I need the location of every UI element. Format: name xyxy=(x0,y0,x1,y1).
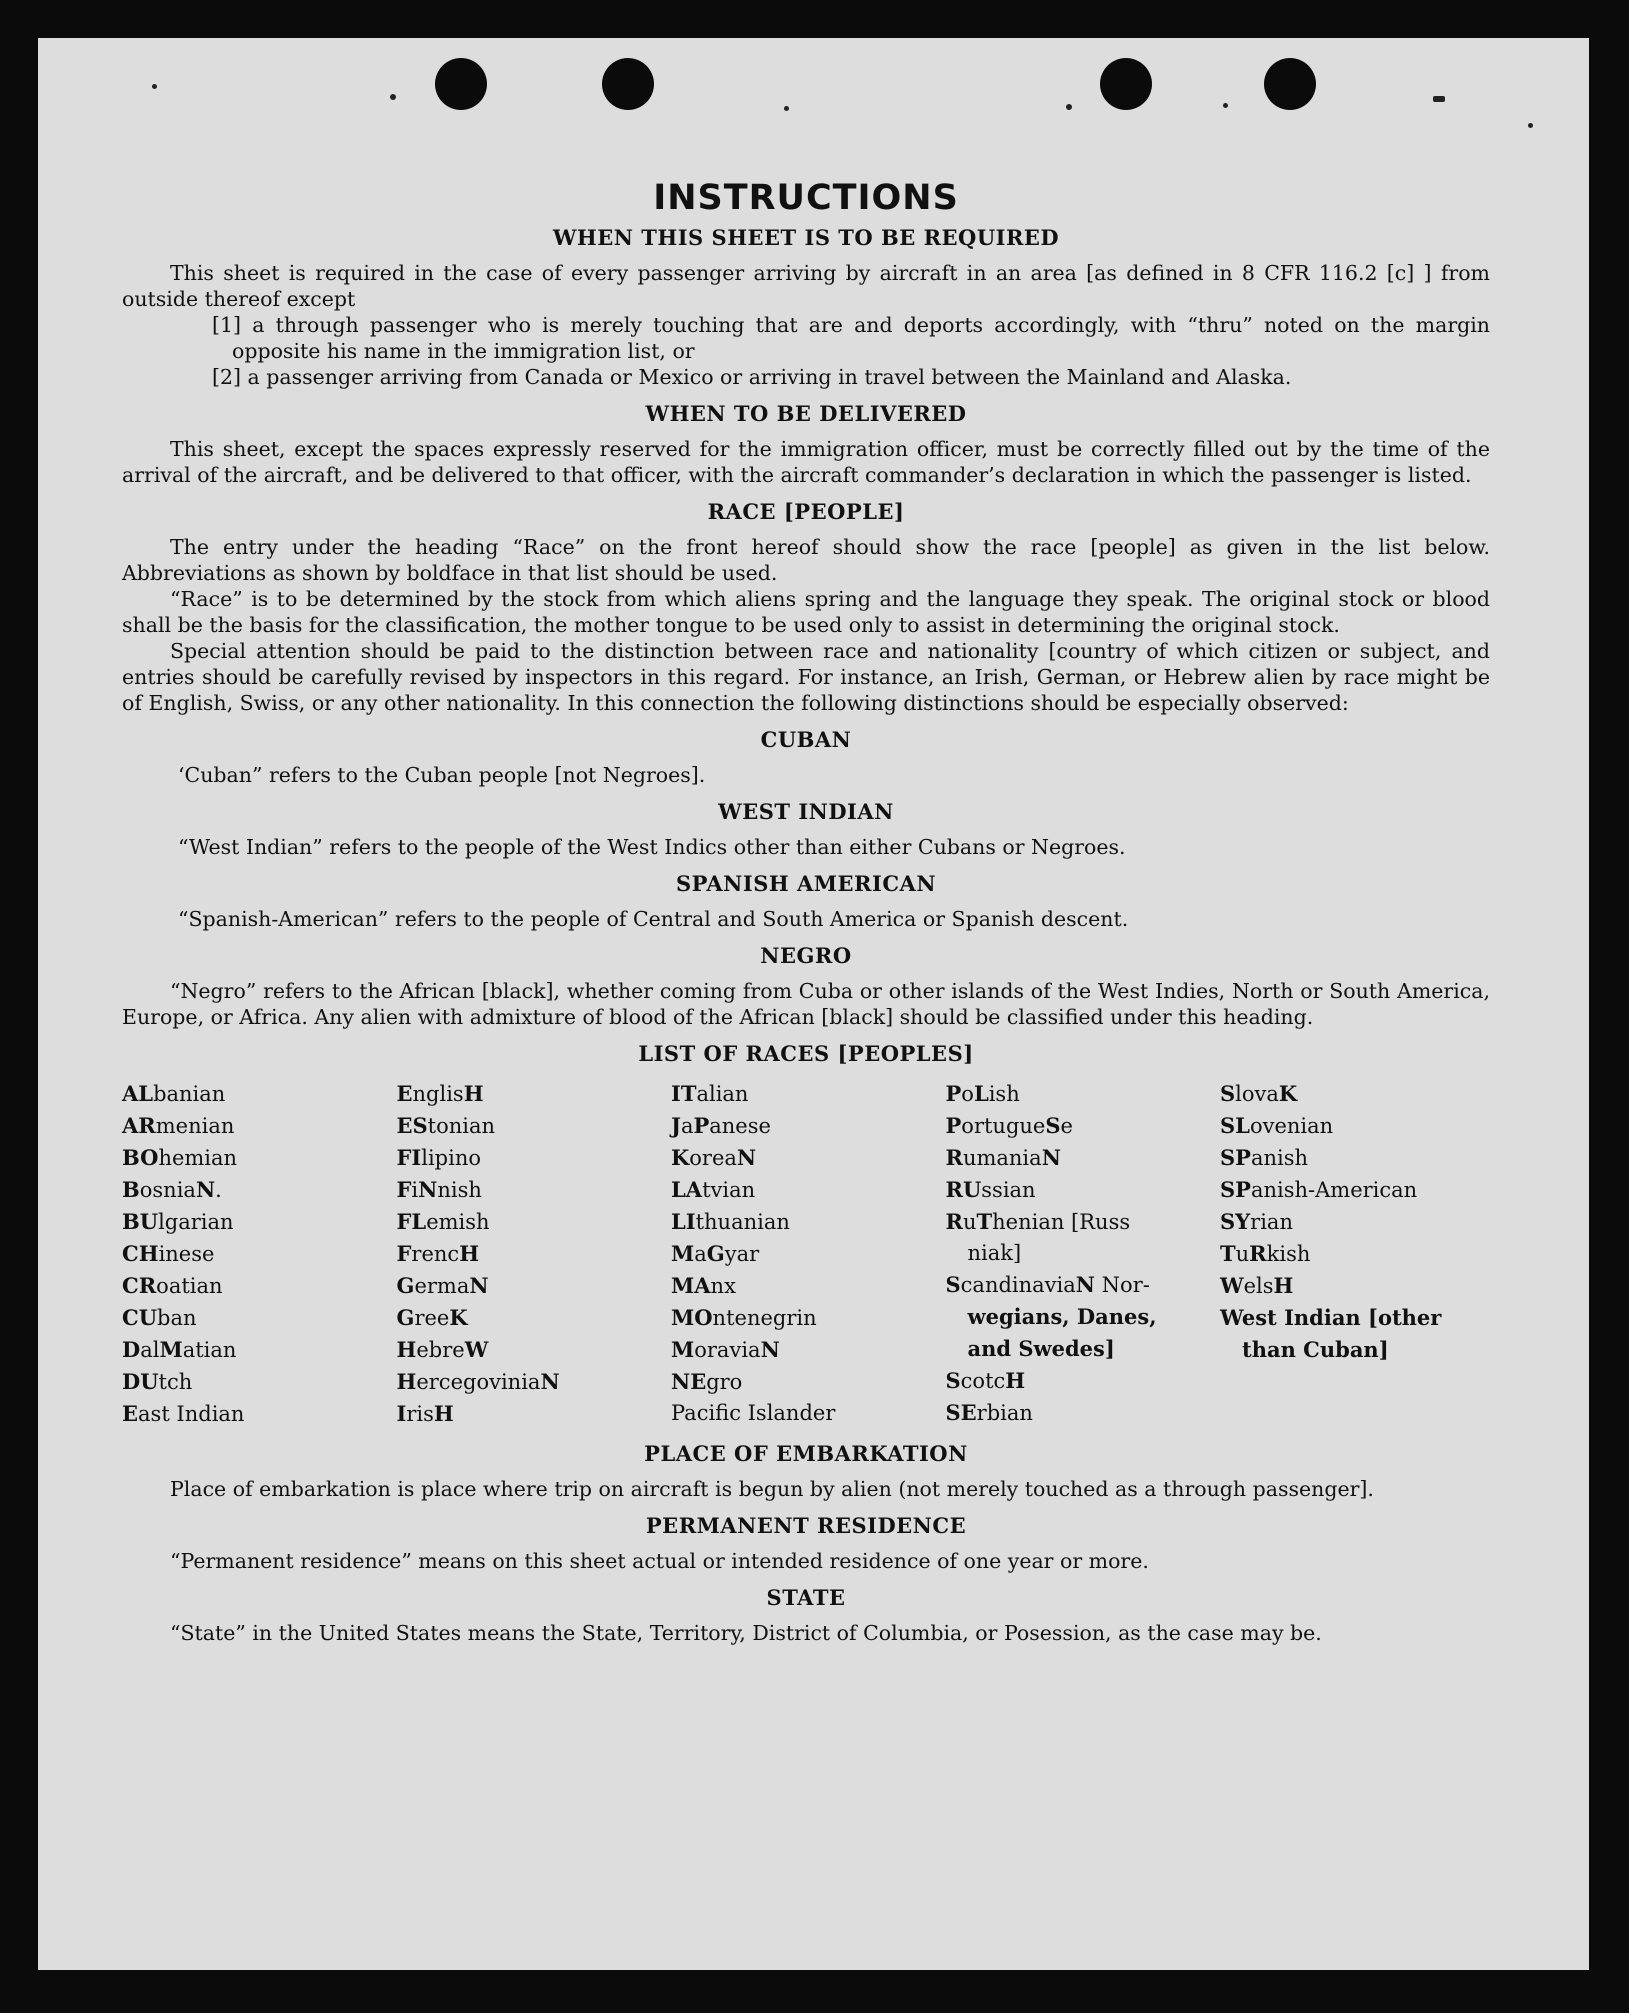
races-list xyxy=(122,1078,1490,1430)
race-entry: ITalian xyxy=(671,1081,749,1106)
race-entry: SPanish xyxy=(1220,1145,1309,1170)
race-entry: wegians, Danes, xyxy=(967,1304,1157,1329)
race-entry: PoLish xyxy=(945,1081,1020,1106)
race-entry: TuRkish xyxy=(1220,1241,1311,1266)
paragraph: “Permanent residence” means on this sheet actual or intended residence of one year or more. xyxy=(170,1549,1149,1573)
page-title: INSTRUCTIONS xyxy=(653,178,959,218)
paragraph: ‘Cuban” refers to the Cuban people [not Negroes]. xyxy=(178,763,706,787)
paragraph: “Race” is to be determined by the stock from which aliens spring and the language they speak. The original stock or blood shall be the basis for the classification, the mother tongue to be used only to assist in determining the original stock. xyxy=(122,587,1490,637)
paragraph: Place of embarkation is place where trip on aircraft is begun by alien (not merely touched as a through passenger]. xyxy=(170,1477,1374,1501)
race-entry: JaPanese xyxy=(671,1113,771,1138)
race-entry: ScotcH xyxy=(945,1368,1026,1393)
race-entry: BosniaN. xyxy=(122,1177,222,1202)
race-entry: NEgro xyxy=(671,1369,743,1394)
race-entry: DalMatian xyxy=(122,1337,237,1362)
race-entry: RumaniaN xyxy=(945,1145,1061,1170)
race-entry: ScandinaviaN Nor- xyxy=(945,1272,1150,1297)
heading-cuban: CUBAN xyxy=(760,727,852,752)
instructions-content xyxy=(122,178,1490,1646)
race-entry: WelsH xyxy=(1220,1273,1294,1298)
race-entry: HercegoviniaN xyxy=(396,1369,560,1394)
document-page xyxy=(38,38,1589,1970)
paragraph: The entry under the heading “Race” on the front hereof should show the race [people] as given in the list below. Abbreviations as shown by boldface in that list should be used. xyxy=(122,535,1490,585)
paragraph: This sheet, except the spaces expressly reserved for the immigration officer, must be correctly filled out by the time of the arrival of the aircraft, and be delivered to that officer, with the aircraft commander’s declaration in which the passenger is listed. xyxy=(122,437,1490,487)
races-column xyxy=(671,1078,941,1430)
race-entry: PortugueSe xyxy=(945,1113,1073,1138)
punch-hole xyxy=(1100,58,1152,110)
punch-hole xyxy=(1264,58,1316,110)
race-entry: MAnx xyxy=(671,1273,736,1298)
race-entry: SlovaK xyxy=(1220,1081,1298,1106)
race-entry: ARmenian xyxy=(122,1113,235,1138)
punch-hole xyxy=(602,58,654,110)
speck xyxy=(1066,104,1072,110)
heading-list-of-races: LIST OF RACES [PEOPLES] xyxy=(638,1041,974,1066)
races-column xyxy=(122,1078,392,1430)
paragraph: This sheet is required in the case of every passenger arriving by aircraft in an area [as defined in 8 CFR 116.2 [c] ] from outside thereof except xyxy=(122,261,1490,311)
race-entry: SErbian xyxy=(945,1400,1033,1425)
race-entry: IrisH xyxy=(396,1401,454,1426)
race-entry: GreeK xyxy=(396,1305,468,1330)
race-entry: LIthuanian xyxy=(671,1209,790,1234)
heading-embarkation: PLACE OF EMBARKATION xyxy=(644,1441,968,1466)
race-entry: SPanish-American xyxy=(1220,1177,1418,1202)
race-entry: EnglisH xyxy=(396,1081,484,1106)
speck xyxy=(1433,96,1445,102)
races-column xyxy=(946,1078,1216,1430)
race-entry: MOntenegrin xyxy=(671,1305,817,1330)
heading-when-delivered: WHEN TO BE DELIVERED xyxy=(645,401,967,426)
speck xyxy=(390,94,396,100)
list-item: [2] a passenger arriving from Canada or Mexico or arriving in travel between the Mainland and Alaska. xyxy=(212,365,1292,389)
race-entry: CRoatian xyxy=(122,1273,223,1298)
punch-hole xyxy=(435,58,487,110)
speck xyxy=(152,84,157,89)
heading-spanish-american: SPANISH AMERICAN xyxy=(675,871,937,896)
heading-when-required: WHEN THIS SHEET IS TO BE REQUIRED xyxy=(552,225,1060,250)
race-entry: FrencH xyxy=(396,1241,480,1266)
races-column xyxy=(397,1078,667,1430)
race-entry: MoraviaN xyxy=(671,1337,780,1362)
races-column xyxy=(1220,1078,1490,1430)
race-entry: DUtch xyxy=(122,1369,193,1394)
race-entry: West Indian [other xyxy=(1220,1305,1442,1330)
race-entry: RUssian xyxy=(945,1177,1036,1202)
race-entry: GermaN xyxy=(396,1273,489,1298)
speck xyxy=(1223,103,1228,108)
race-entry: SYrian xyxy=(1220,1209,1293,1234)
race-entry: LAtvian xyxy=(671,1177,756,1202)
race-entry: and Swedes] xyxy=(967,1336,1115,1361)
race-entry: SLovenian xyxy=(1220,1113,1334,1138)
heading-state: STATE xyxy=(766,1585,846,1610)
race-entry: MaGyar xyxy=(671,1241,760,1266)
race-entry: RuThenian [Russ xyxy=(945,1209,1131,1234)
race-entry: FLemish xyxy=(396,1209,490,1234)
race-entry: niak] xyxy=(967,1241,1022,1265)
speck xyxy=(784,106,789,111)
heading-permanent-residence: PERMANENT RESIDENCE xyxy=(645,1513,967,1538)
paragraph: “Negro” refers to the African [black], whether coming from Cuba or other islands of the West Indies, North or South America, Europe, or Africa. Any alien with admixture of blood of the African [black] should be classified under this heading. xyxy=(122,979,1490,1029)
list-item: [1] a through passenger who is merely touching that are and deports accordingly, with “thru” noted on the margin opposite his name in the immigration list, or xyxy=(212,313,1490,363)
race-entry: HebreW xyxy=(396,1337,489,1362)
paragraph: “West Indian” refers to the people of the West Indics other than either Cubans or Negroes. xyxy=(178,835,1126,859)
race-entry: KoreaN xyxy=(671,1145,757,1170)
paragraph: “Spanish-American” refers to the people of Central and South America or Spanish descent. xyxy=(178,907,1129,931)
race-entry: East Indian xyxy=(122,1401,245,1426)
paragraph: Special attention should be paid to the distinction between race and nationality [country of which citizen or subject, and entries should be carefully revised by inspectors in this regard. For instance, an Irish, German, or Hebrew alien by race might be of English, Swiss, or any other nationality. In this connection the following distinctions should be especially observed: xyxy=(122,639,1490,715)
race-entry: BOhemian xyxy=(122,1145,238,1170)
heading-negro: NEGRO xyxy=(760,943,852,968)
race-entry: FiNnish xyxy=(396,1177,482,1202)
paragraph: “State” in the United States means the State, Territory, District of Columbia, or Posession, as the case may be. xyxy=(170,1621,1322,1645)
race-entry: ALbanian xyxy=(122,1081,226,1106)
heading-west-indian: WEST INDIAN xyxy=(718,799,894,824)
race-entry: CHinese xyxy=(122,1241,215,1266)
race-entry: FIlipino xyxy=(396,1145,481,1170)
race-entry: BUlgarian xyxy=(122,1209,234,1234)
speck xyxy=(1528,123,1533,128)
heading-race: RACE [PEOPLE] xyxy=(707,499,905,524)
race-entry: EStonian xyxy=(396,1113,496,1138)
race-entry: than Cuban] xyxy=(1242,1337,1389,1362)
race-entry: CUban xyxy=(122,1305,197,1330)
race-entry: Pacific Islander xyxy=(671,1401,836,1425)
